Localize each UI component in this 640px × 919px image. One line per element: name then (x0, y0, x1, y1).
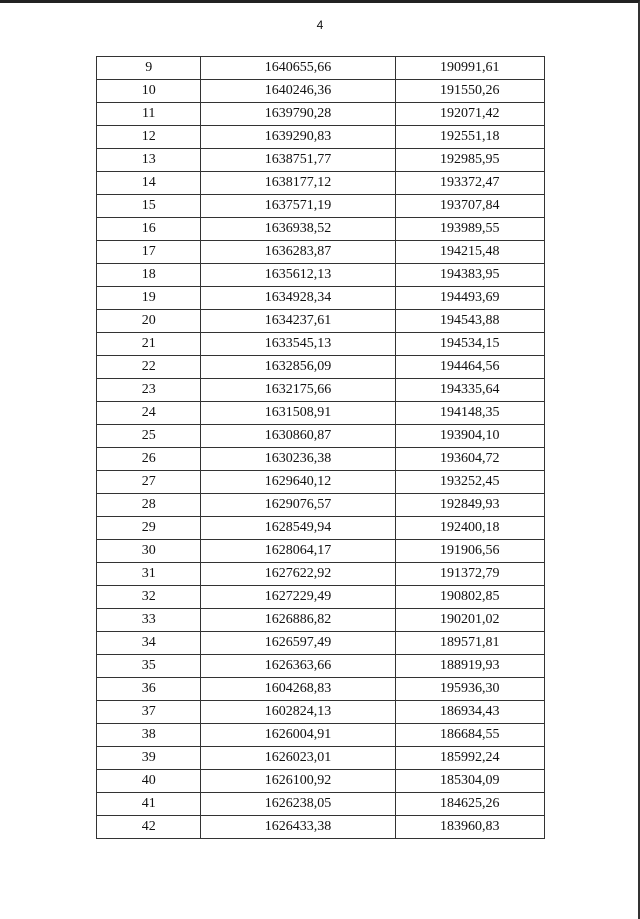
y-coordinate-cell: 188919,93 (395, 655, 544, 678)
table-row (97, 333, 545, 356)
y-coordinate-cell: 192071,42 (395, 103, 544, 126)
point-number-cell: 18 (97, 264, 201, 287)
table-row (97, 494, 545, 517)
y-coordinate-cell: 194543,88 (395, 310, 544, 333)
page-number: 4 (316, 18, 324, 32)
point-number-cell: 12 (97, 126, 201, 149)
x-coordinate-cell: 1626597,49 (201, 632, 395, 655)
point-number-cell: 35 (97, 655, 201, 678)
y-coordinate-cell: 189571,81 (395, 632, 544, 655)
table-row (97, 287, 545, 310)
x-coordinate-cell: 1636938,52 (201, 218, 395, 241)
y-coordinate-cell: 185992,24 (395, 747, 544, 770)
x-coordinate-cell: 1628064,17 (201, 540, 395, 563)
coordinates-table-body (97, 57, 545, 839)
y-coordinate-cell: 193904,10 (395, 425, 544, 448)
y-coordinate-cell: 193604,72 (395, 448, 544, 471)
point-number-cell: 19 (97, 287, 201, 310)
x-coordinate-cell: 1630860,87 (201, 425, 395, 448)
table-row (97, 632, 545, 655)
y-coordinate-cell: 190802,85 (395, 586, 544, 609)
y-coordinate-cell: 194215,48 (395, 241, 544, 264)
y-coordinate-cell: 194534,15 (395, 333, 544, 356)
x-coordinate-cell: 1626886,82 (201, 609, 395, 632)
point-number-cell: 38 (97, 724, 201, 747)
table-row (97, 149, 545, 172)
table-row (97, 724, 545, 747)
x-coordinate-cell: 1626363,66 (201, 655, 395, 678)
point-number-cell: 37 (97, 701, 201, 724)
y-coordinate-cell: 192400,18 (395, 517, 544, 540)
point-number-cell: 27 (97, 471, 201, 494)
x-coordinate-cell: 1626023,01 (201, 747, 395, 770)
y-coordinate-cell: 193372,47 (395, 172, 544, 195)
table-row (97, 655, 545, 678)
point-number-cell: 11 (97, 103, 201, 126)
table-row (97, 586, 545, 609)
point-number-cell: 39 (97, 747, 201, 770)
point-number-cell: 17 (97, 241, 201, 264)
x-coordinate-cell: 1640655,66 (201, 57, 395, 80)
y-coordinate-cell: 183960,83 (395, 816, 544, 839)
point-number-cell: 15 (97, 195, 201, 218)
y-coordinate-cell: 190201,02 (395, 609, 544, 632)
x-coordinate-cell: 1631508,91 (201, 402, 395, 425)
x-coordinate-cell: 1629076,57 (201, 494, 395, 517)
table-row (97, 264, 545, 287)
x-coordinate-cell: 1627229,49 (201, 586, 395, 609)
x-coordinate-cell: 1629640,12 (201, 471, 395, 494)
y-coordinate-cell: 195936,30 (395, 678, 544, 701)
point-number-cell: 16 (97, 218, 201, 241)
table-row (97, 747, 545, 770)
point-number-cell: 32 (97, 586, 201, 609)
table-row (97, 195, 545, 218)
point-number-cell: 13 (97, 149, 201, 172)
y-coordinate-cell: 191550,26 (395, 80, 544, 103)
point-number-cell: 21 (97, 333, 201, 356)
x-coordinate-cell: 1628549,94 (201, 517, 395, 540)
table-row (97, 563, 545, 586)
table-row (97, 816, 545, 839)
y-coordinate-cell: 190991,61 (395, 57, 544, 80)
table-row (97, 517, 545, 540)
y-coordinate-cell: 186934,43 (395, 701, 544, 724)
point-number-cell: 30 (97, 540, 201, 563)
table-row (97, 103, 545, 126)
y-coordinate-cell: 193989,55 (395, 218, 544, 241)
x-coordinate-cell: 1604268,83 (201, 678, 395, 701)
point-number-cell: 20 (97, 310, 201, 333)
x-coordinate-cell: 1626433,38 (201, 816, 395, 839)
point-number-cell: 28 (97, 494, 201, 517)
x-coordinate-cell: 1626100,92 (201, 770, 395, 793)
table-row (97, 609, 545, 632)
x-coordinate-cell: 1638177,12 (201, 172, 395, 195)
table-row (97, 172, 545, 195)
point-number-cell: 22 (97, 356, 201, 379)
y-coordinate-cell: 194148,35 (395, 402, 544, 425)
table-row (97, 793, 545, 816)
point-number-cell: 23 (97, 379, 201, 402)
y-coordinate-cell: 194383,95 (395, 264, 544, 287)
y-coordinate-cell: 184625,26 (395, 793, 544, 816)
point-number-cell: 29 (97, 517, 201, 540)
point-number-cell: 10 (97, 80, 201, 103)
x-coordinate-cell: 1632856,09 (201, 356, 395, 379)
x-coordinate-cell: 1632175,66 (201, 379, 395, 402)
point-number-cell: 25 (97, 425, 201, 448)
table-row (97, 448, 545, 471)
point-number-cell: 14 (97, 172, 201, 195)
table-row (97, 379, 545, 402)
point-number-cell: 26 (97, 448, 201, 471)
table-row (97, 57, 545, 80)
x-coordinate-cell: 1634928,34 (201, 287, 395, 310)
y-coordinate-cell: 192849,93 (395, 494, 544, 517)
table-row (97, 540, 545, 563)
y-coordinate-cell: 194493,69 (395, 287, 544, 310)
coordinates-table (96, 56, 545, 839)
point-number-cell: 34 (97, 632, 201, 655)
y-coordinate-cell: 194335,64 (395, 379, 544, 402)
x-coordinate-cell: 1635612,13 (201, 264, 395, 287)
x-coordinate-cell: 1630236,38 (201, 448, 395, 471)
point-number-cell: 24 (97, 402, 201, 425)
x-coordinate-cell: 1638751,77 (201, 149, 395, 172)
x-coordinate-cell: 1602824,13 (201, 701, 395, 724)
table-row (97, 126, 545, 149)
y-coordinate-cell: 193252,45 (395, 471, 544, 494)
y-coordinate-cell: 192551,18 (395, 126, 544, 149)
table-row (97, 241, 545, 264)
table-row (97, 678, 545, 701)
table-row (97, 471, 545, 494)
y-coordinate-cell: 192985,95 (395, 149, 544, 172)
table-row (97, 770, 545, 793)
table-row (97, 425, 545, 448)
y-coordinate-cell: 191372,79 (395, 563, 544, 586)
x-coordinate-cell: 1633545,13 (201, 333, 395, 356)
point-number-cell: 42 (97, 816, 201, 839)
x-coordinate-cell: 1634237,61 (201, 310, 395, 333)
y-coordinate-cell: 191906,56 (395, 540, 544, 563)
point-number-cell: 33 (97, 609, 201, 632)
x-coordinate-cell: 1636283,87 (201, 241, 395, 264)
x-coordinate-cell: 1626004,91 (201, 724, 395, 747)
table-row (97, 218, 545, 241)
x-coordinate-cell: 1627622,92 (201, 563, 395, 586)
x-coordinate-cell: 1639290,83 (201, 126, 395, 149)
point-number-cell: 31 (97, 563, 201, 586)
x-coordinate-cell: 1639790,28 (201, 103, 395, 126)
y-coordinate-cell: 186684,55 (395, 724, 544, 747)
table-row (97, 701, 545, 724)
table-row (97, 402, 545, 425)
x-coordinate-cell: 1640246,36 (201, 80, 395, 103)
point-number-cell: 40 (97, 770, 201, 793)
x-coordinate-cell: 1626238,05 (201, 793, 395, 816)
x-coordinate-cell: 1637571,19 (201, 195, 395, 218)
table-row (97, 356, 545, 379)
table-row (97, 310, 545, 333)
y-coordinate-cell: 194464,56 (395, 356, 544, 379)
point-number-cell: 41 (97, 793, 201, 816)
point-number-cell: 36 (97, 678, 201, 701)
table-row (97, 80, 545, 103)
y-coordinate-cell: 193707,84 (395, 195, 544, 218)
y-coordinate-cell: 185304,09 (395, 770, 544, 793)
point-number-cell: 9 (97, 57, 201, 80)
